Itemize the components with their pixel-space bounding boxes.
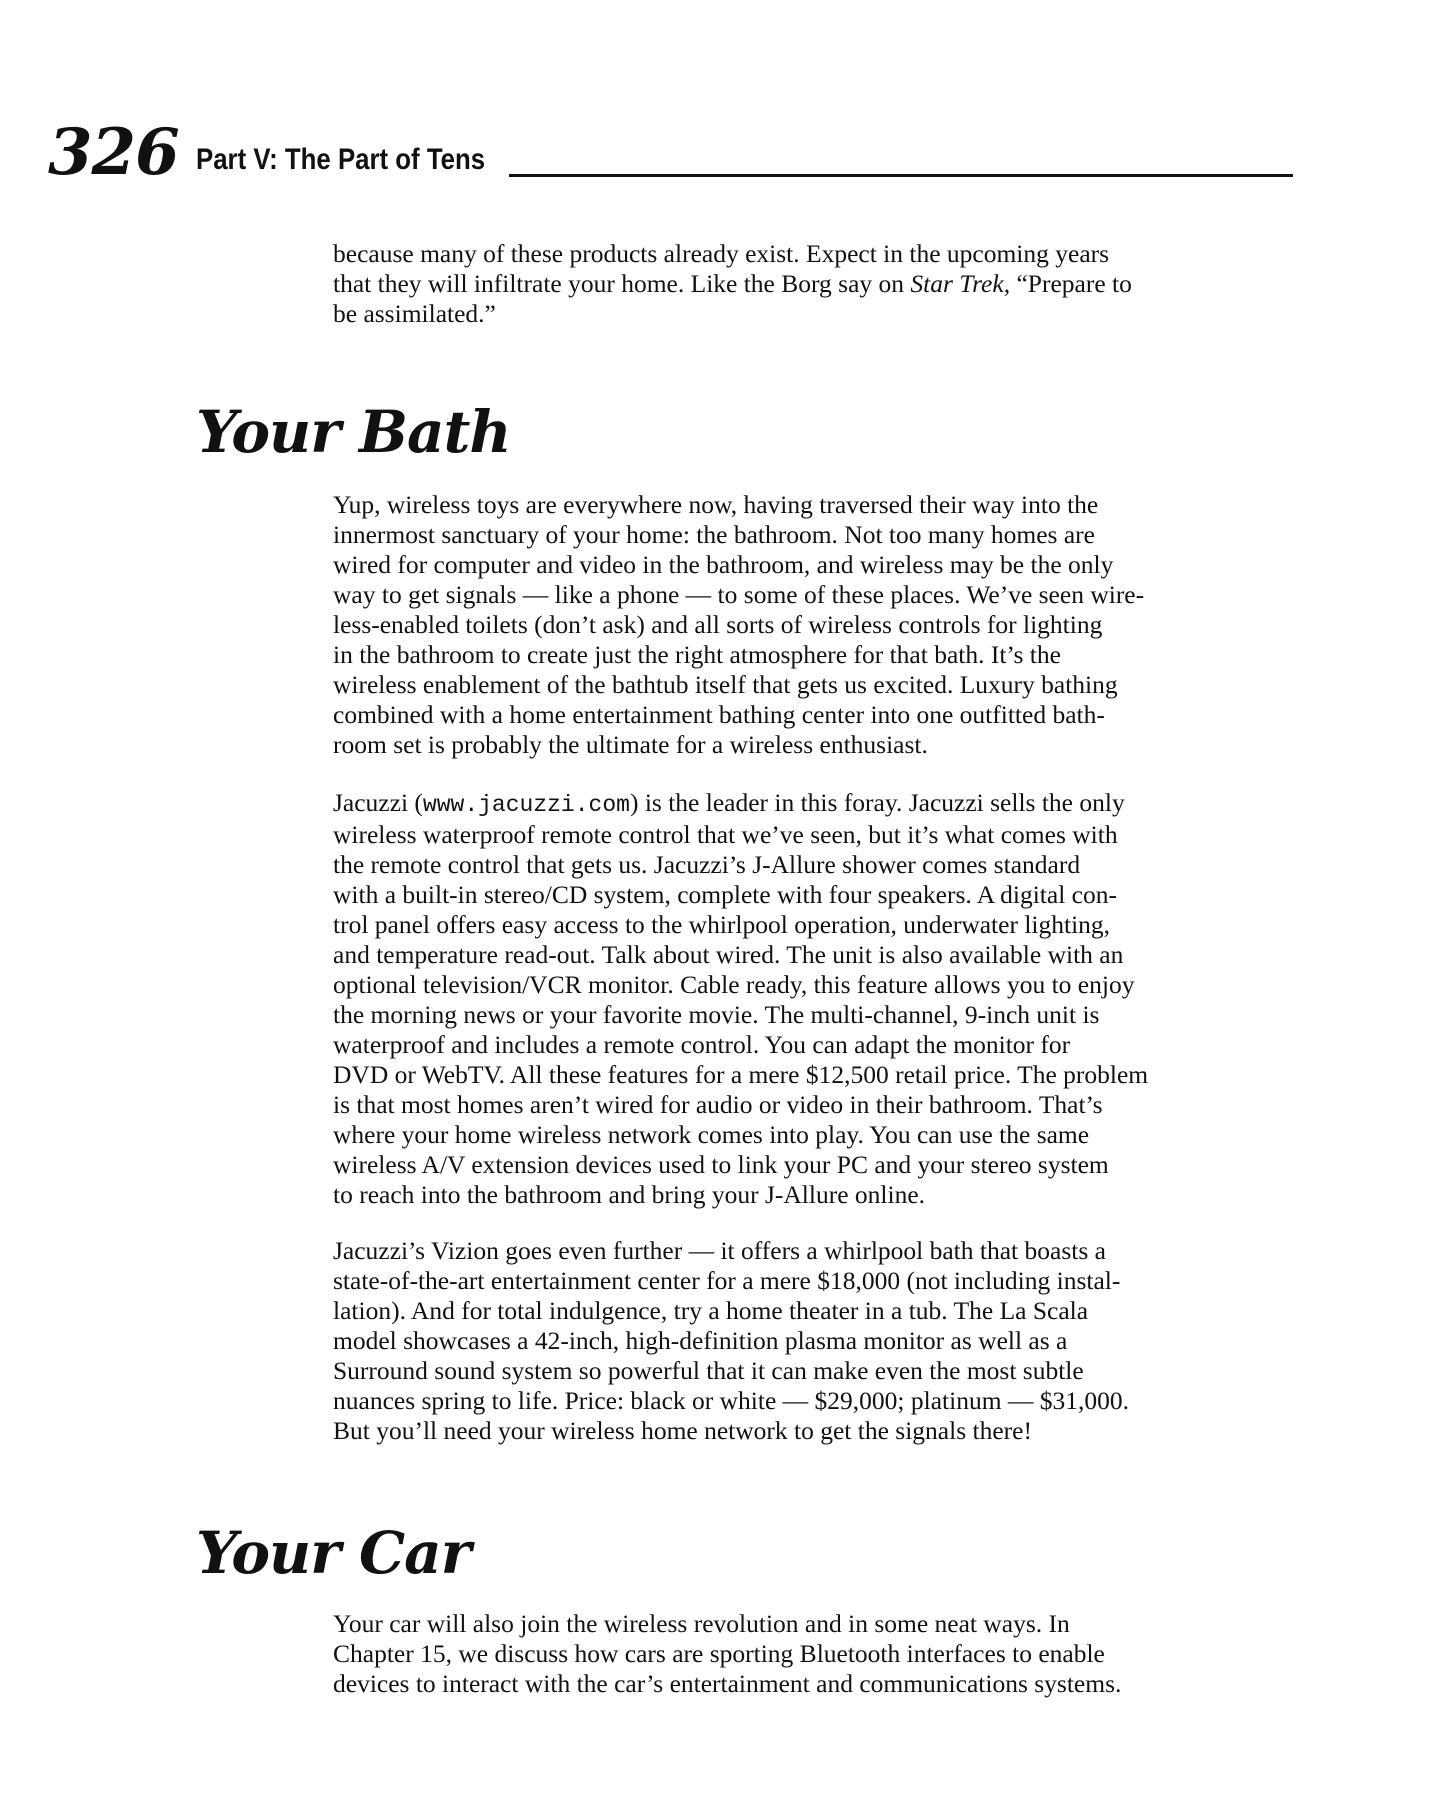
car-paragraph-1-text: Your car will also join the wireless revolution and in some neat ways. In Chapter 15, we discuss how cars are sporting Bluetooth interfaces to enable devices to interact with the car’s entertainment and communications systems.: [333, 1609, 1122, 1698]
running-head: Part V: The Part of Tens: [196, 143, 486, 176]
intro-line-2: [333, 269, 1132, 298]
bath-paragraph-2: [333, 788, 1253, 1210]
star-trek-title: Star Trek,: [910, 269, 1011, 298]
bath-paragraph-1-text: Yup, wireless toys are everywhere now, having traversed their way into the innermost sanctuary of your home: the bathroom. Not too many homes are wired for computer and video in the bathroom, and wireless may be the only way to get signals — like a phone — to some of these places. We’ve seen wire- less-enabled toilets (don’t ask) and all sorts of wireless controls for lighting in the bathroom to create just the right atmosphere for that bath. It’s the wireless enablement of the bathtub itself that gets us excited. Luxury bathing combined with a home entertainment bathing center into one outfitted bath- room set is probably the ultimate for a wireless enthusiast.: [333, 490, 1145, 759]
header-rule: [509, 174, 1293, 177]
heading-your-car: Your Car: [196, 1519, 471, 1587]
page-number: 326: [48, 115, 179, 190]
page-header: [48, 115, 1248, 190]
car-paragraph-1: [333, 1609, 1253, 1699]
bath-paragraph-3-text: Jacuzzi’s Vizion goes even further — it offers a whirlpool bath that boasts a state-of-the-art entertainment center for a mere $18,000 (not including instal- lation). And for total indulgence, try a home theater in a tub. The La Scala model showcases a 42-inch, high-definition plasma monitor as well as a Surround sound system so powerful that it can make even the most subtle nuances spring to life. Price: black or white — $29,000; platinum — $31,000. But you’ll need your wireless home network to get the signals there!: [333, 1236, 1130, 1445]
jacuzzi-url: www.jacuzzi.com: [422, 792, 630, 818]
intro-line-2-text: that they will infiltrate your home. Like the Borg say on: [333, 269, 911, 298]
intro-line-1: because many of these products already exist. Expect in the upcoming years: [333, 239, 1110, 268]
bath-paragraph-2-start: Jacuzzi (: [333, 788, 423, 817]
intro-line-2-quote: “Prepare to: [1010, 269, 1132, 298]
bath-paragraph-1: [333, 490, 1253, 760]
bath-paragraph-3: [333, 1236, 1253, 1446]
bath-paragraph-2-rest: ) is the leader in this foray. Jacuzzi sells the only wireless waterproof remote control that we’ve seen, but it’s what comes with the remote control that gets us. Jacuzzi’s J-Allure shower comes standard with a built-in stereo/CD system, complete with four speakers. A digital con- trol panel offers easy access to the whirlpool operation, underwater lighting, and temperature read-out. Talk about wired. The unit is also available with an optional television/VCR monitor. Cable ready, this feature allows you to enjoy the morning news or your favorite movie. The multi-channel, 9-inch unit is waterproof and includes a remote control. You can adapt the monitor for DVD or WebTV. All these features for a mere $12,500 retail price. The problem is that most homes aren’t wired for audio or video in their bathroom. That’s where your home wireless network comes into play. You can use the same wireless A/V extension devices used to link your PC and your stereo system to reach into the bathroom and bring your J-Allure online.: [333, 788, 1149, 1209]
intro-paragraph: [333, 239, 1253, 329]
heading-your-bath: Your Bath: [196, 398, 511, 466]
intro-line-3: be assimilated.”: [333, 299, 496, 328]
